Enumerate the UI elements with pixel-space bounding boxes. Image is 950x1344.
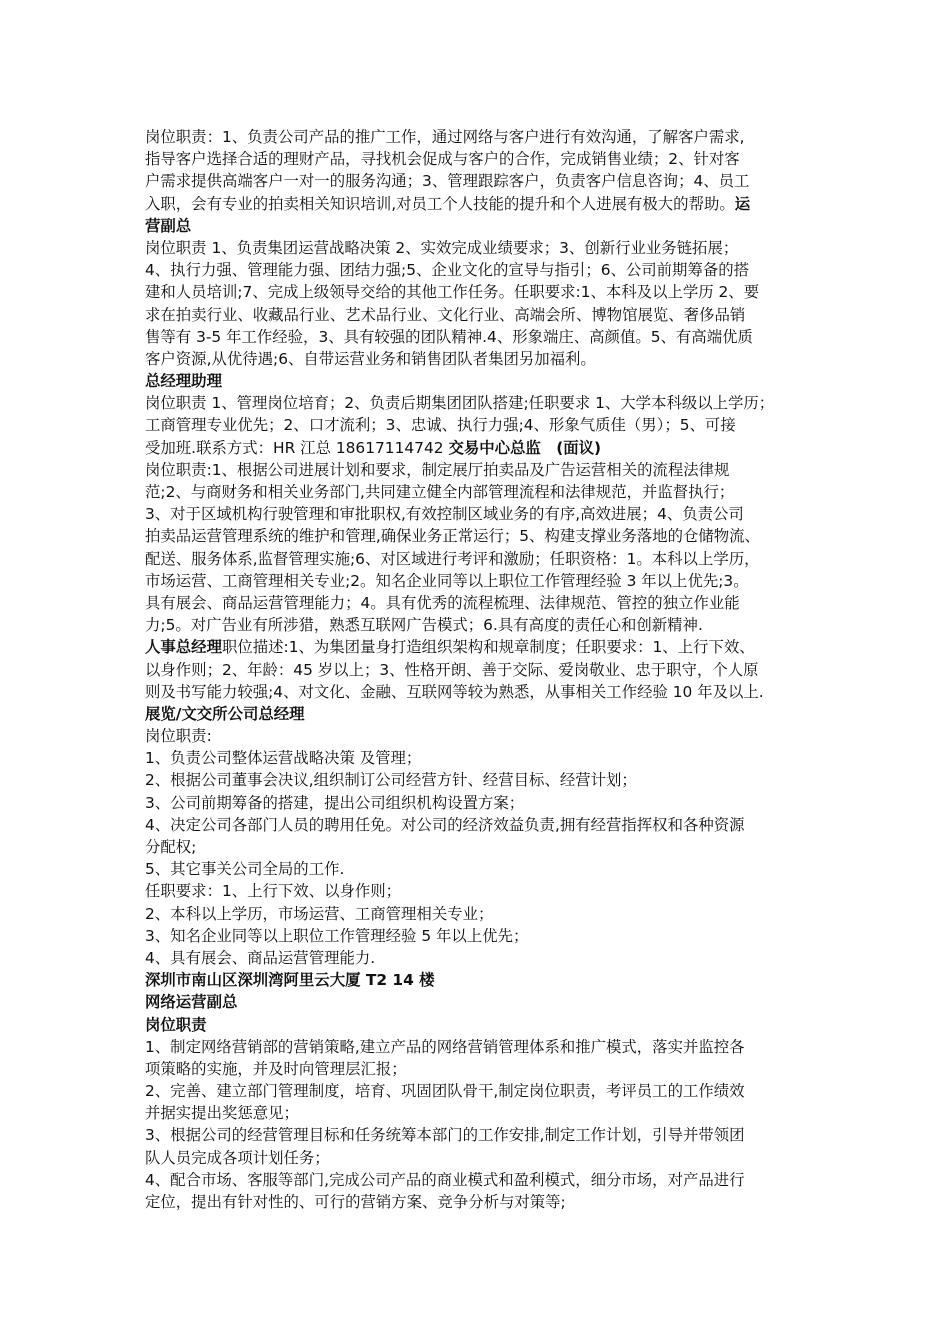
text-line — [145, 1191, 817, 1213]
text-line — [145, 1169, 817, 1191]
text-span: 岗位职责: — [145, 727, 212, 746]
text-line — [145, 880, 817, 902]
text-span: 户需求提供高端客户一对一的服务沟通；3、管理跟踪客户，负责客户信息咨询；4、员工 — [145, 172, 750, 191]
text-line — [145, 170, 817, 192]
text-line — [145, 281, 817, 303]
text-span: 分配权; — [145, 838, 197, 856]
text-span: 岗位职责 1、负责集团运营战略决策 2、实效完成业绩要求；3、创新行业业务链拓展； — [145, 238, 739, 257]
text-line — [145, 769, 817, 791]
bold-text-span: 深圳市南山区深圳湾阿里云大厦 T2 14 楼 — [145, 971, 435, 990]
bold-text-span: 营副总 — [145, 216, 192, 235]
text-span: 5、其它事关公司全局的工作. — [145, 860, 345, 879]
text-line — [145, 326, 817, 348]
text-span: 职位描述:1、为集团量身打造组织架构和规章制度；任职要求：1、上行下效、 — [221, 638, 755, 657]
text-line — [145, 459, 817, 481]
text-line — [145, 304, 817, 326]
text-line — [145, 503, 817, 525]
text-span: 岗位职责：1、负责公司产品的推广工作，通过网络与客户进行有效沟通，了解客户需求, — [145, 128, 745, 146]
text-line — [145, 215, 817, 237]
text-span: 1、制定网络营销部的营销策略,建立产品的网络营销管理体系和推广模式，落实并监控各 — [145, 1037, 745, 1056]
text-line — [145, 1014, 817, 1036]
text-line — [145, 525, 817, 547]
text-span: 建和人员培训;7、完成上级领导交给的其他工作任务。任职要求:1、本科及以上学历 2、要 — [145, 283, 760, 302]
text-line — [145, 237, 817, 259]
text-line — [145, 991, 817, 1013]
text-line — [145, 903, 817, 925]
text-span: 受加班.联系方式：HR 江总 18617114742 — [145, 438, 449, 457]
text-line — [145, 126, 817, 148]
text-line — [145, 925, 817, 947]
text-line — [145, 481, 817, 503]
text-span: 指导客户选择合适的理财产品，寻找机会促成与客户的合作，完成销售业绩；2、针对客 — [145, 150, 740, 169]
text-line — [145, 592, 817, 614]
text-line — [145, 548, 817, 570]
text-line — [145, 858, 817, 880]
bold-text-span: 人事总经理 — [145, 638, 222, 657]
text-span: 定位，提出有针对性的、可行的营销方案、竞争分析与对策等; — [145, 1193, 566, 1211]
text-span: 4、具有展会、商品运营管理能力. — [145, 948, 376, 967]
text-span: 则及书写能力较强;4、对文化、金融、互联网等较为熟悉，从事相关工作经验 10 年及以上. — [145, 682, 764, 701]
text-line — [145, 1124, 817, 1146]
text-span: 2、根据公司董事会决议,组织制订公司经营方针、经营目标、经营计划； — [145, 771, 637, 790]
text-span: 任职要求：1、上行下效、以身作则； — [145, 882, 402, 901]
text-line — [145, 703, 817, 725]
text-line — [145, 636, 817, 658]
text-span: 范;2、与商财务和相关业务部门,共同建立健全内部管理流程和法律规范，并监督执行； — [145, 483, 735, 501]
text-span: 3、对于区域机构行驶管理和审批职权,有效控制区域业务的有序,高效进展；4、负责公司 — [145, 505, 744, 524]
text-span: 1、负责公司整体运营战略决策 及管理； — [145, 749, 422, 768]
text-line — [145, 1036, 817, 1058]
text-span: 并据实提出奖惩意见； — [145, 1104, 299, 1123]
text-span: 3、知名企业同等以上职位工作管理经验 5 年以上优先； — [145, 926, 529, 945]
bold-text-span: 展览/文交所公司总经理 — [145, 704, 305, 723]
text-line — [145, 570, 817, 592]
text-line — [145, 1080, 817, 1102]
text-line — [145, 614, 817, 636]
text-span: 入职，会有专业的拍卖相关知识培训,对员工个人技能的提升和个人进展有极大的帮助。 — [145, 194, 735, 213]
text-line — [145, 659, 817, 681]
text-span: 售等有 3-5 年工作经验，3、具有较强的团队精神.4、形象端庄、高颜值。5、有高端优质 — [145, 327, 753, 346]
bold-text-span: 总经理助理 — [145, 372, 222, 391]
text-line — [145, 1102, 817, 1124]
text-span: 2、完善、建立部门管理制度，培育、巩固团队骨干,制定岗位职责，考评员工的工作绩效 — [145, 1082, 745, 1101]
text-line — [145, 437, 817, 459]
text-span: 3、公司前期筹备的搭建，提出公司组织机构设置方案； — [145, 793, 525, 812]
text-span: 求在拍卖行业、收藏品行业、艺术品行业、文化行业、高端会所、博物馆展览、奢侈品销 — [145, 305, 746, 324]
text-span: 项策略的实施，并及时向管理层汇报； — [145, 1059, 407, 1078]
text-span: 拍卖品运营管理系统的维护和管理,确保业务正常运行；5、构建支撑业务落地的仓储物流、 — [145, 527, 760, 546]
text-line — [145, 1058, 817, 1080]
text-span: 3、根据公司的经营管理目标和任务统筹本部门的工作安排,制定工作计划，引导并带领团 — [145, 1126, 745, 1145]
text-line — [145, 370, 817, 392]
text-span: 队人员完成各项计划任务； — [145, 1148, 330, 1167]
text-line — [145, 392, 817, 414]
text-line — [145, 193, 817, 215]
text-span: 岗位职责:1、根据公司进展计划和要求，制定展厅拍卖品及广告运营相关的流程法律规 — [145, 460, 730, 479]
text-span: 以身作则；2、年龄：45 岁以上；3、性格开朗、善于交际、爱岗敬业、忠于职守，个人原 — [145, 660, 759, 679]
text-line — [145, 814, 817, 836]
text-line — [145, 792, 817, 814]
text-span: 配送、服务体系,监督管理实施;6、对区域进行考评和激励；任职资格：1。本科以上学历， — [145, 549, 760, 568]
text-span: 工商管理专业优先；2、口才流利；3、忠诚、执行力强;4、形象气质佳（男）；5、可接 — [145, 416, 736, 435]
text-line — [145, 747, 817, 769]
bold-text-span: 岗位职责 — [145, 1015, 207, 1034]
bold-text-span: 运 — [734, 194, 751, 213]
text-line — [145, 947, 817, 969]
text-line — [145, 725, 817, 747]
document-body — [145, 126, 817, 1213]
text-line — [145, 148, 817, 170]
text-span: 市场运营、工商管理相关专业;2。知名企业同等以上职位工作管理经验 3 年以上优先;3。 — [145, 571, 749, 590]
text-span: 客户资源,从优待遇;6、自带运营业务和销售团队者集团另加福利。 — [145, 349, 596, 368]
text-span: 4、执行力强、管理能力强、团结力强;5、企业文化的宣导与指引；6、公司前期筹备的搭 — [145, 261, 750, 280]
text-line — [145, 414, 817, 436]
text-span: 4、决定公司各部门人员的聘用任免。对公司的经济效益负责,拥有经营指挥权和各种资源 — [145, 815, 745, 834]
bold-text-span: 交易中心总监 (面议) — [448, 438, 602, 457]
text-line — [145, 348, 817, 370]
text-line — [145, 836, 817, 858]
text-span: 力;5。对广告业有所涉猎，熟悉互联网广告模式；6.具有高度的责任心和创新精神. — [145, 616, 703, 635]
text-line — [145, 259, 817, 281]
text-span: 岗位职责 1、管理岗位培育；2、负责后期集团团队搭建;任职要求 1、大学本科级以上学历； — [145, 394, 775, 413]
text-span: 2、本科以上学历，市场运营、工商管理相关专业； — [145, 904, 494, 923]
text-line — [145, 969, 817, 991]
text-line — [145, 681, 817, 703]
text-line — [145, 1147, 817, 1169]
bold-text-span: 网络运营副总 — [145, 993, 238, 1012]
text-span: 4、配合市场、客服等部门,完成公司产品的商业模式和盈利模式，细分市场，对产品进行 — [145, 1170, 745, 1189]
text-span: 具有展会、商品运营管理能力；4。具有优秀的流程梳理、法律规范、管控的独立作业能 — [145, 593, 740, 612]
